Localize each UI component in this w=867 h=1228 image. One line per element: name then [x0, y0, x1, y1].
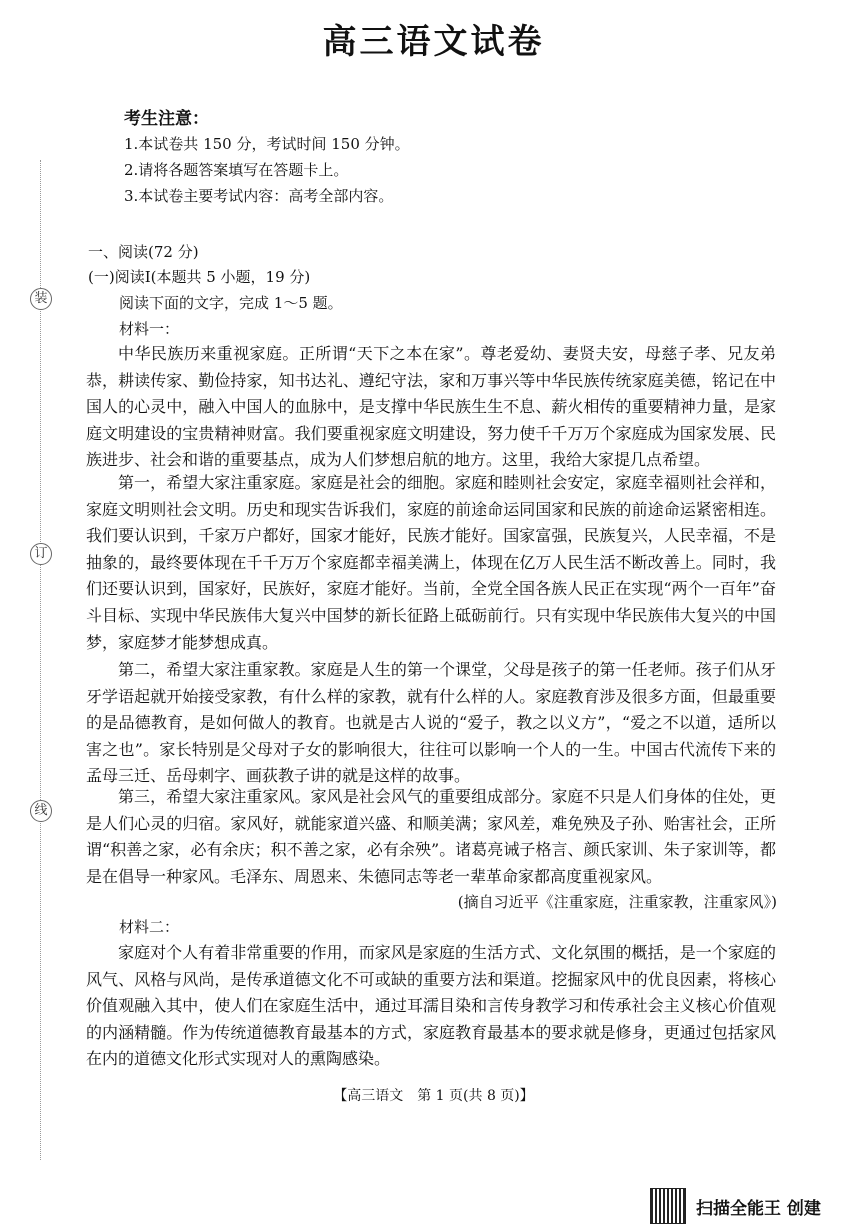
notice-item: 1.本试卷共 150 分，考试时间 150 分钟。	[124, 135, 410, 153]
subsection-heading: (一)阅读Ⅰ(本题共 5 小题，19 分)	[88, 268, 311, 286]
notice-heading: 考生注意：	[124, 109, 209, 129]
paragraph: 第二，希望大家注重家教。家庭是人生的第一个课堂，父母是孩子的第一任老师。孩子们从牙牙学语起就开始接受家教，有什么样的家教，就有什么样的人。家庭教育涉及很多方面，但最重要的是品德教育，是如何做人的教育。也就是古人说的“爱子，教之以义方”，“爱之不以道，适所以害之也”。家长特别是父母对子女的影响很大，往往可以影响一个人的一生。中国古代流传下来的孟母三迁、岳母刺字、画荻教子讲的就是这样的故事。	[86, 660, 776, 786]
reading-instruction: 阅读下面的文字，完成 1～5 题。	[119, 294, 343, 312]
binding-mark-ding: 订	[30, 543, 52, 565]
paragraph: 第三，希望大家注重家风。家风是社会风气的重要组成部分。家庭不只是人们身体的住处，更是人们心灵的归宿。家风好，就能家道兴盛、和顺美满；家风差，难免殃及子孙、贻害社会，正所谓“积善之家，必有余庆；积不善之家，必有余殃”。诸葛亮诫子格言、颜氏家训、朱子家训等，都是在倡导一种家风。毛泽东、周恩来、朱德同志等老一辈革命家都高度重视家风。	[86, 787, 776, 886]
qr-code-icon	[650, 1188, 686, 1224]
binding-mark-zhuang: 装	[30, 288, 52, 310]
section-heading: 一、阅读(72 分)	[88, 243, 199, 261]
paragraph: 中华民族历来重视家庭。正所谓“天下之本在家”。尊老爱幼、妻贤夫安，母慈子孝、兄友弟恭，耕读传家、勤俭持家，知书达礼、遵纪守法，家和万事兴等中华民族传统家庭美德，铭记在中国人的心灵中，融入中国人的血脉中，是支撑中华民族生生不息、薪火相传的重要精神力量，是家庭文明建设的宝贵精神财富。我们要重视家庭文明建设，努力使千千万万个家庭成为国家发展、民族进步、社会和谐的重要基点，成为人们梦想启航的地方。这里，我给大家提几点希望。	[86, 344, 776, 470]
scanner-watermark	[650, 1188, 821, 1224]
paragraph: 第一，希望大家注重家庭。家庭是社会的细胞。家庭和睦则社会安定，家庭幸福则社会祥和，家庭文明则社会文明。历史和现实告诉我们，家庭的前途命运同国家和民族的前途命运紧密相连。我们要认识到，千家万户都好，国家才能好，民族才能好。国家富强，民族复兴，人民幸福，不是抽象的，最终要体现在千千万万个家庭都幸福美满上，体现在亿万人民生活不断改善上。同时，我们还要认识到，国家好，民族好，家庭才能好。当前，全党全国各族人民正在实现“两个一百年”奋斗目标、实现中华民族伟大复兴中国梦的新长征路上砥砺前行。只有实现中华民族伟大复兴的中国梦，家庭梦才能梦想成真。	[86, 473, 776, 652]
citation-source: (摘自习近平《注重家庭，注重家教，注重家风》)	[457, 893, 777, 911]
binding-mark-xian: 线	[30, 800, 52, 822]
scanner-label: 扫描全能王 创建	[696, 1198, 821, 1219]
material-label: 材料一：	[119, 320, 180, 338]
binding-line	[40, 160, 41, 1160]
page-footer: 【高三语文 第 1 页(共 8 页)】	[333, 1088, 534, 1104]
notice-item: 2.请将各题答案填写在答题卡上。	[124, 161, 349, 179]
page-title: 高三语文试卷	[322, 22, 545, 62]
material-label: 材料二：	[119, 918, 180, 936]
notice-item: 3.本试卷主要考试内容：高考全部内容。	[124, 187, 394, 205]
paragraph: 家庭对个人有着非常重要的作用，而家风是家庭的生活方式、文化氛围的概括，是一个家庭的风气、风格与风尚，是传承道德文化不可或缺的重要方法和渠道。挖掘家风中的优良因素，将核心价值观融入其中，使人们在家庭生活中，通过耳濡目染和言传身教学习和传承社会主义核心价值观的内涵精髓。作为传统道德教育最基本的方式，家庭教育最基本的要求就是修身，更通过包括家风在内的道德文化形式实现对人的熏陶感染。	[86, 943, 776, 1069]
